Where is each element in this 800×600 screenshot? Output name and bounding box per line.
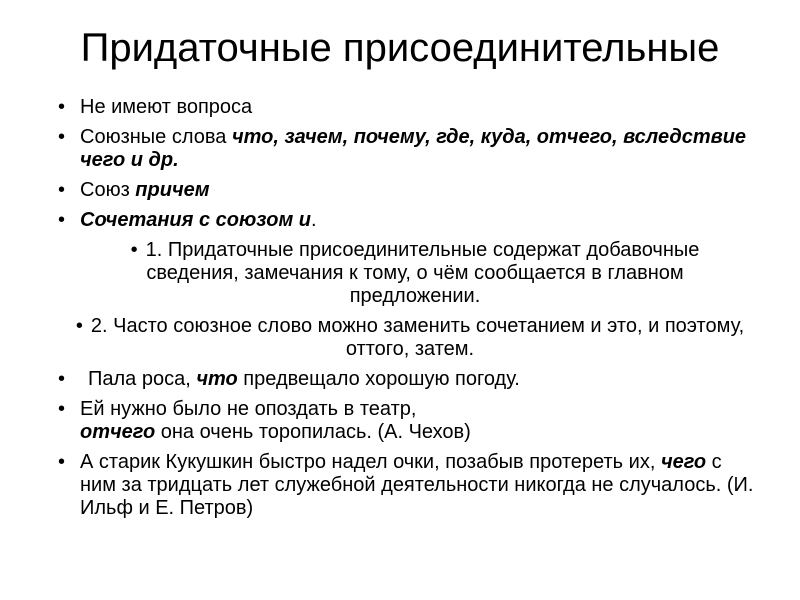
item-emphasis: что xyxy=(196,368,238,390)
bullet-icon: • xyxy=(58,451,66,473)
item-text: Союзные слова xyxy=(80,126,232,148)
bullet-icon: • xyxy=(58,209,66,231)
item-text: 2. Часто союзное слово можно заменить сочетанием и это, и поэтому, оттого, затем. xyxy=(90,315,745,360)
item-text: . xyxy=(311,209,317,231)
bullet-icon: • xyxy=(75,315,83,337)
list-item xyxy=(52,315,768,361)
bullet-icon: • xyxy=(58,368,66,390)
list-item xyxy=(58,451,758,520)
item-text: предвещало хорошую погоду. xyxy=(237,368,520,390)
item-emphasis: отчего xyxy=(80,421,156,443)
list-item xyxy=(58,368,758,391)
item-text: она очень торопилась. (А. Чехов) xyxy=(155,421,471,443)
list-item xyxy=(58,96,758,119)
list-item xyxy=(102,239,728,308)
list-item xyxy=(58,179,758,202)
item-emphasis: чего xyxy=(660,451,707,473)
item-text: 1. Придаточные присоединительные содержат добавочные сведения, замечания к тому, о чём сообщается в главном предложении. xyxy=(145,239,700,307)
bullet-icon: • xyxy=(130,239,138,261)
item-emphasis: причем xyxy=(135,179,210,201)
item-emphasis: что, зачем, почему, где, куда, отчего, вследствие чего и др. xyxy=(80,126,747,171)
item-text: Не имеют вопроса xyxy=(80,96,253,118)
item-text: Пала роса, xyxy=(88,368,197,390)
list-item xyxy=(58,398,758,444)
bullet-list xyxy=(58,96,758,527)
list-item xyxy=(58,126,758,172)
item-text: Ей нужно было не опоздать в театр, xyxy=(80,398,417,420)
bullet-icon: • xyxy=(58,96,66,118)
list-item xyxy=(58,209,758,232)
slide-title: Придаточные присоединительные xyxy=(80,26,720,70)
item-text: А старик Кукушкин быстро надел очки, позабыв протереть их, xyxy=(80,451,661,473)
bullet-icon: • xyxy=(58,126,66,148)
item-text: Союз xyxy=(80,179,136,201)
item-text: с ним за тридцать лет служебной деятельности никогда не случалось. (И. Ильф и Е. Петров) xyxy=(80,451,754,519)
bullet-icon: • xyxy=(58,179,66,201)
bullet-icon: • xyxy=(58,398,66,420)
item-emphasis: Сочетания с союзом и xyxy=(80,209,312,231)
